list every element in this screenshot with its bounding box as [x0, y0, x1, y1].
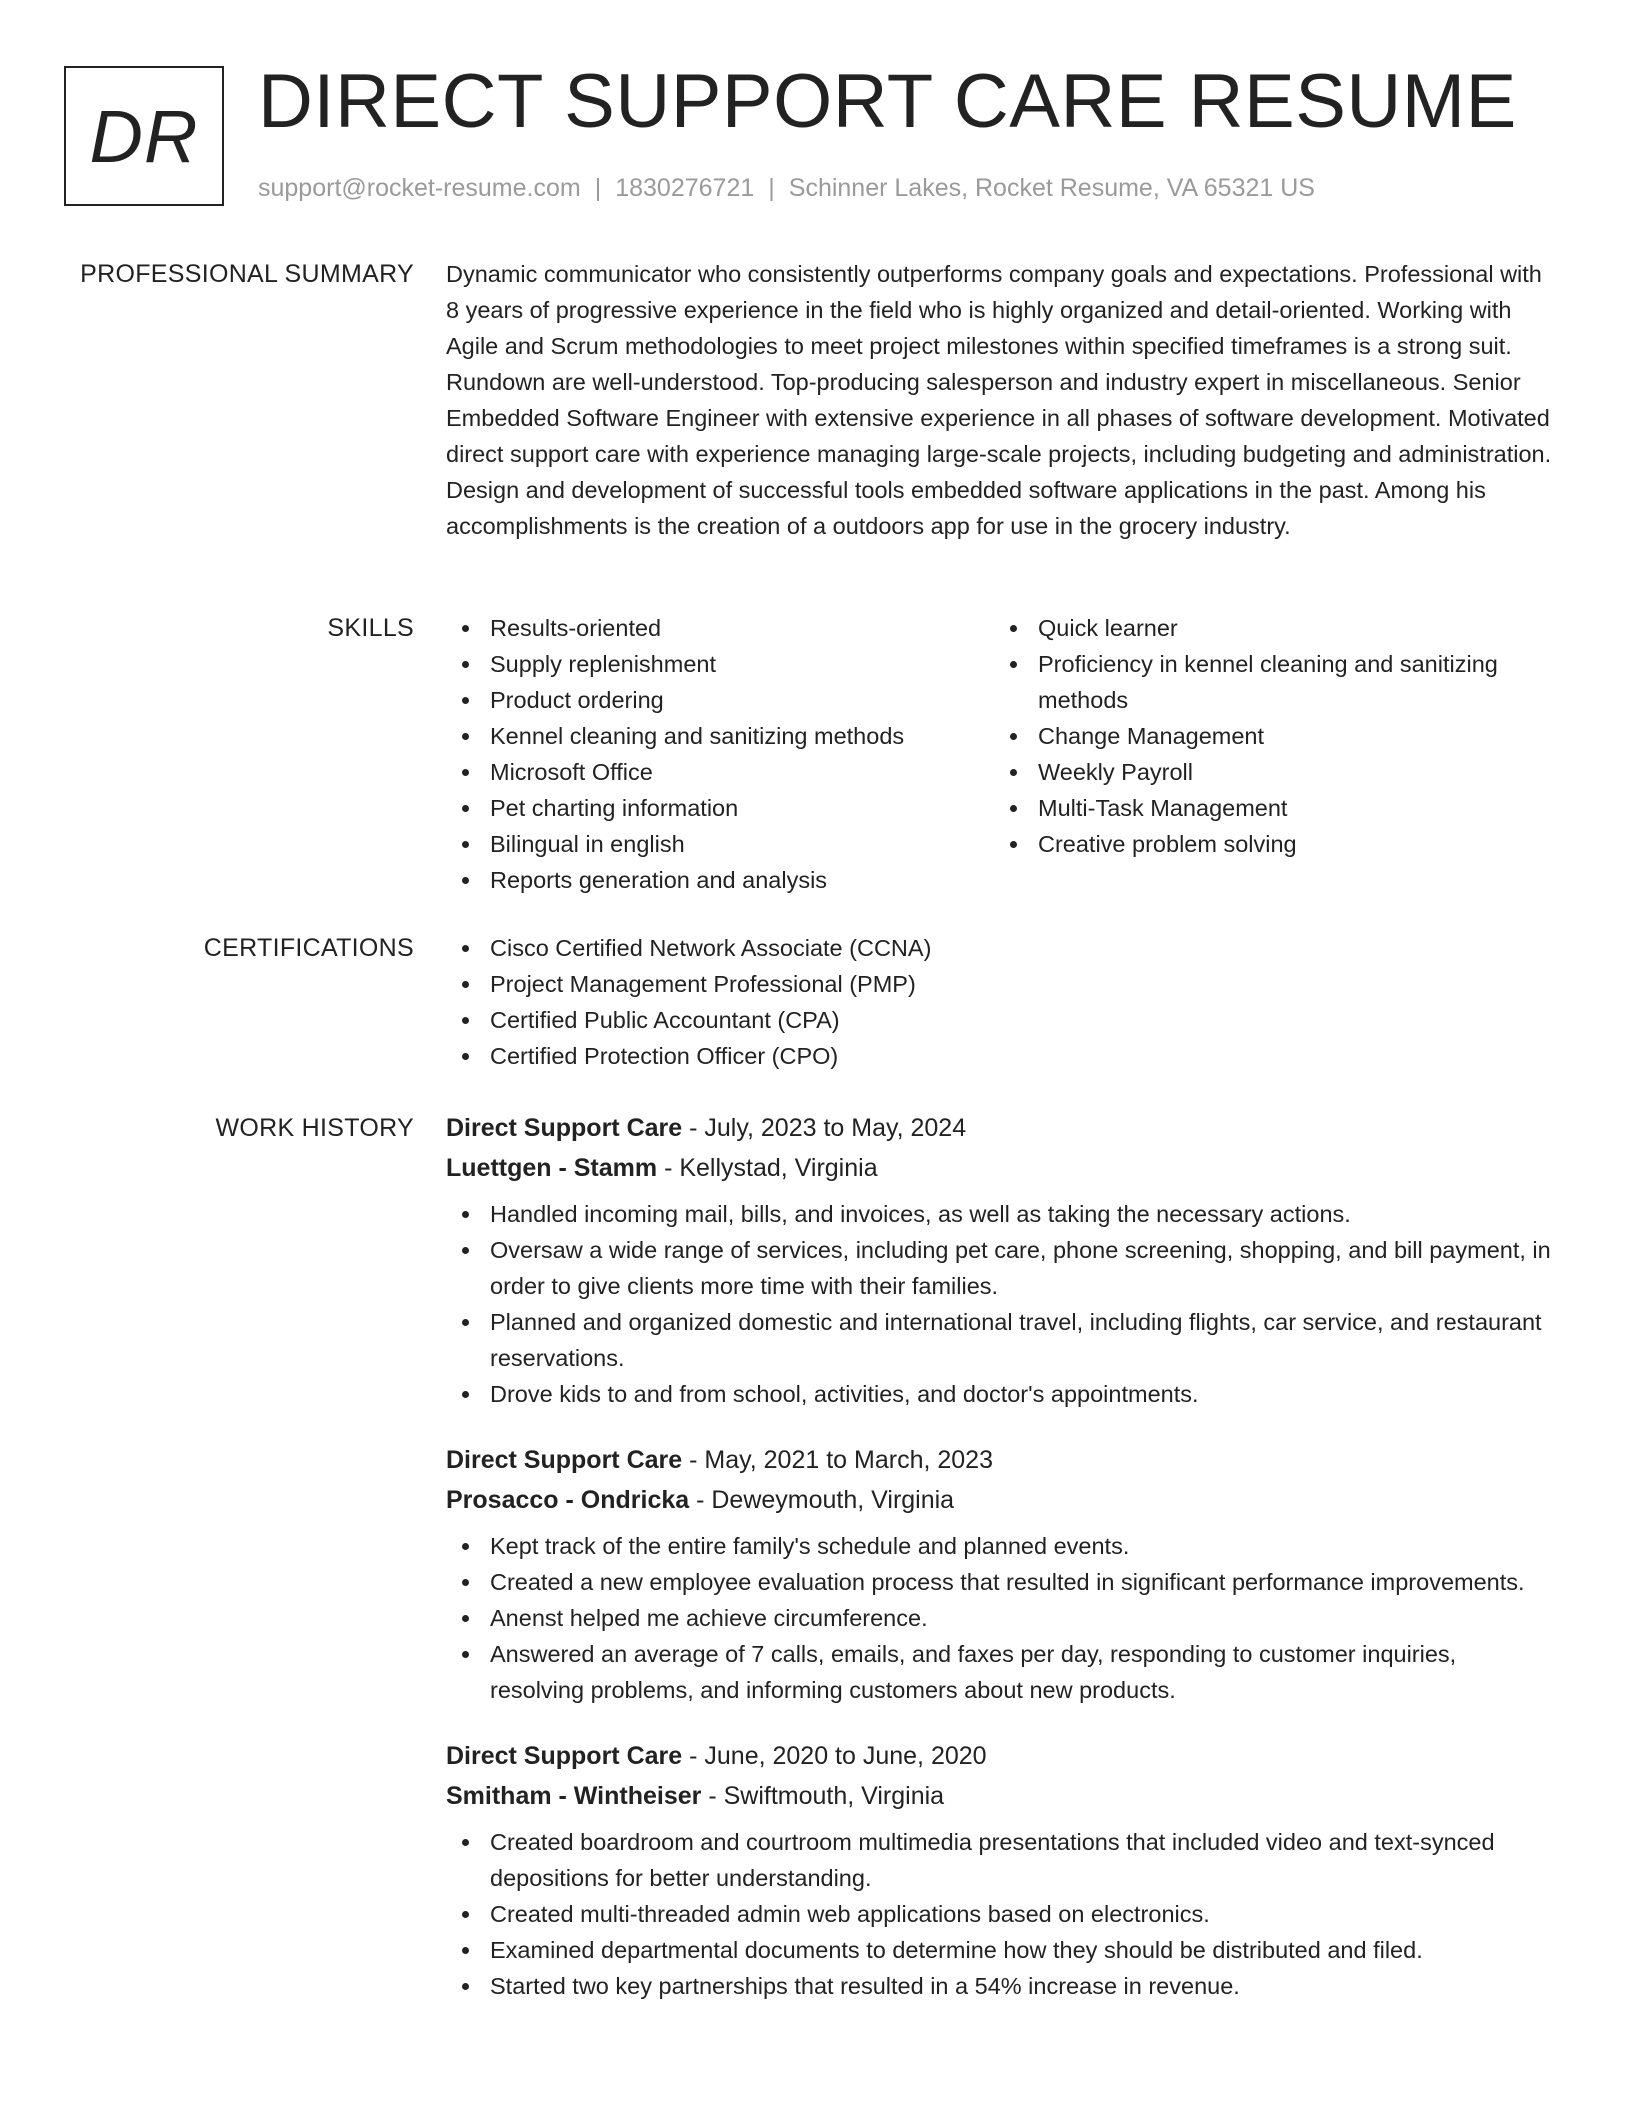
- job-company-line: [446, 1148, 1556, 1188]
- job-title-line: [446, 1108, 1556, 1148]
- list-item: Kept track of the entire family's schedule and planned events.: [446, 1528, 1556, 1564]
- job-bullets: [446, 1196, 1556, 1412]
- list-item: Answered an average of 7 calls, emails, and faxes per day, responding to customer inquiries, resolving problems, and informing customers about new products.: [446, 1636, 1556, 1708]
- certifications-label: CERTIFICATIONS: [203, 934, 414, 962]
- job-title: Direct Support Care: [446, 1114, 683, 1142]
- work-label: WORK HISTORY: [215, 1114, 414, 1142]
- list-item: Certified Protection Officer (CPO): [446, 1038, 1556, 1074]
- skills-list-right: [994, 610, 1542, 898]
- list-item: Weekly Payroll: [994, 754, 1542, 790]
- job-title: Direct Support Care: [446, 1446, 683, 1474]
- list-item: Pet charting information: [446, 790, 994, 826]
- list-item: Drove kids to and from school, activities, and doctor's appointments.: [446, 1376, 1556, 1412]
- job-entry: [446, 1108, 1556, 1412]
- contact-address: Schinner Lakes, Rocket Resume, VA 65321 US: [788, 174, 1315, 202]
- contact-separator: |: [768, 174, 775, 202]
- list-item: Kennel cleaning and sanitizing methods: [446, 718, 994, 754]
- list-item: Reports generation and analysis: [446, 862, 994, 898]
- list-item: Microsoft Office: [446, 754, 994, 790]
- job-title: Direct Support Care: [446, 1742, 683, 1770]
- list-item: Bilingual in english: [446, 826, 994, 862]
- job-company: Luettgen - Stamm: [446, 1154, 658, 1182]
- monogram-initials: DR: [89, 94, 199, 178]
- list-item: Certified Public Accountant (CPA): [446, 1002, 1556, 1038]
- job-title-line: [446, 1440, 1556, 1480]
- list-item: Supply replenishment: [446, 646, 994, 682]
- list-item: Anenst helped me achieve circumference.: [446, 1600, 1556, 1636]
- monogram-box: [64, 66, 224, 206]
- list-item: Planned and organized domestic and international travel, including flights, car service, and restaurant reservations.: [446, 1304, 1556, 1376]
- list-item: Quick learner: [994, 610, 1542, 646]
- list-item: Created multi-threaded admin web applications based on electronics.: [446, 1896, 1556, 1932]
- job-title-line: [446, 1736, 1556, 1776]
- job-entry: [446, 1736, 1556, 2004]
- contact-phone: 1830276721: [615, 174, 755, 202]
- skills-label: SKILLS: [327, 614, 414, 642]
- job-dates: - June, 2020 to June, 2020: [682, 1742, 987, 1770]
- list-item: Created boardroom and courtroom multimedia presentations that included video and text-synced depositions for better understanding.: [446, 1824, 1556, 1896]
- contact-email: support@rocket-resume.com: [258, 174, 581, 202]
- certifications-body: [446, 930, 1556, 1074]
- summary-body: [446, 256, 1556, 544]
- list-item: Created a new employee evaluation process that resulted in significant performance improvements.: [446, 1564, 1556, 1600]
- list-item: Creative problem solving: [994, 826, 1542, 862]
- list-item: Project Management Professional (PMP): [446, 966, 1556, 1002]
- skills-body: [446, 610, 1556, 898]
- job-company: Prosacco - Ondricka: [446, 1486, 690, 1514]
- contact-line: [258, 174, 1315, 203]
- job-entry: [446, 1440, 1556, 1708]
- job-company-line: [446, 1776, 1556, 1816]
- skills-list-left: [446, 610, 994, 898]
- list-item: Handled incoming mail, bills, and invoices, as well as taking the necessary actions.: [446, 1196, 1556, 1232]
- job-location: - Deweymouth, Virginia: [689, 1486, 955, 1514]
- list-item: Proficiency in kennel cleaning and sanitizing methods: [994, 646, 1542, 718]
- summary-label: PROFESSIONAL SUMMARY: [80, 260, 414, 288]
- list-item: Started two key partnerships that resulted in a 54% increase in revenue.: [446, 1968, 1556, 2004]
- job-location: - Kellystad, Virginia: [657, 1154, 878, 1182]
- certifications-list: [446, 930, 1556, 1074]
- list-item: Examined departmental documents to determine how they should be distributed and filed.: [446, 1932, 1556, 1968]
- job-bullets: [446, 1528, 1556, 1708]
- job-dates: - May, 2021 to March, 2023: [682, 1446, 993, 1474]
- job-dates: - July, 2023 to May, 2024: [682, 1114, 967, 1142]
- list-item: Oversaw a wide range of services, including pet care, phone screening, shopping, and bill payment, in order to give clients more time with their families.: [446, 1232, 1556, 1304]
- job-location: - Swiftmouth, Virginia: [701, 1782, 945, 1810]
- page-title: DIRECT SUPPORT CARE RESUME: [258, 59, 1517, 144]
- list-item: Cisco Certified Network Associate (CCNA): [446, 930, 1556, 966]
- contact-separator: |: [594, 174, 602, 202]
- summary-text: Dynamic communicator who consistently outperforms company goals and expectations. Professional with 8 years of progressive experience in the field who is highly organized and detail-oriented. Working with Agile and Scrum methodologies to meet project milestones within specified timeframes is a strong suit. Rundown are well-understood. Top-producing salesperson and industry expert in miscellaneous. Senior Embedded Software Engineer with extensive experience in all phases of software development. Motivated direct support care with experience managing large-scale projects, including budgeting and administration. Design and development of successful tools embedded software applications in the past. Among his accomplishments is the creation of a outdoors app for use in the grocery industry.: [446, 261, 1552, 539]
- job-company-line: [446, 1480, 1556, 1520]
- list-item: Multi-Task Management: [994, 790, 1542, 826]
- list-item: Results-oriented: [446, 610, 994, 646]
- list-item: Change Management: [994, 718, 1542, 754]
- job-company: Smitham - Wintheiser: [446, 1782, 702, 1810]
- list-item: Product ordering: [446, 682, 994, 718]
- job-bullets: [446, 1824, 1556, 2004]
- work-body: [446, 1108, 1556, 2032]
